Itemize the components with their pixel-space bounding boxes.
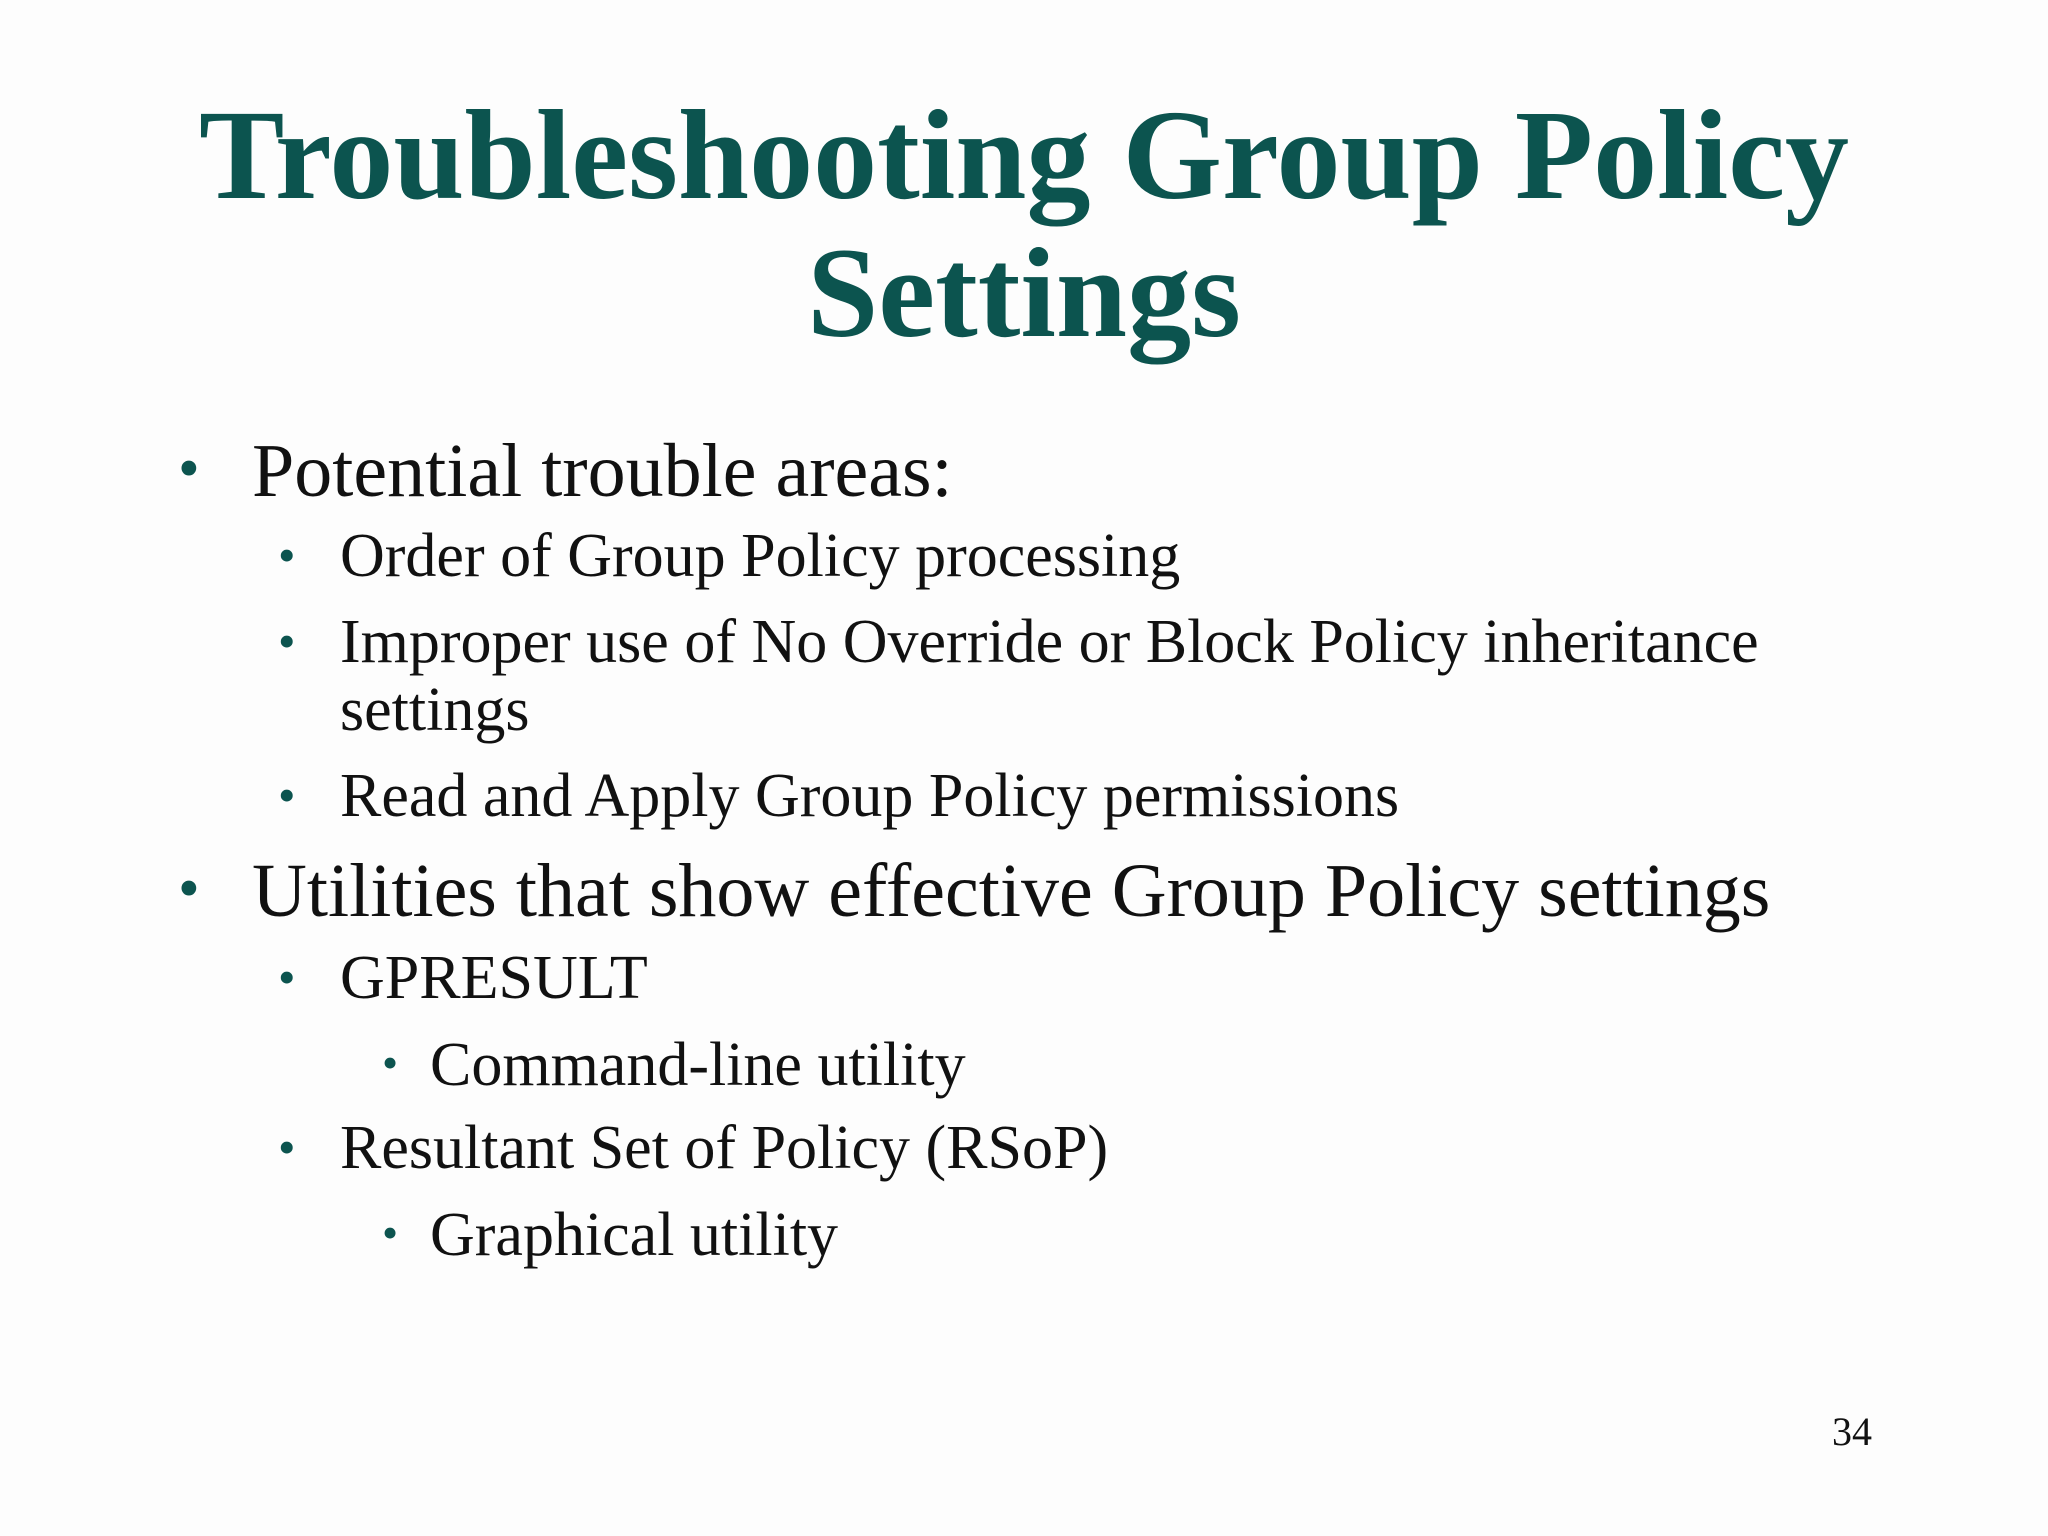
- page-number: 34: [1832, 1409, 1872, 1454]
- list-item-text: Command-line utility: [430, 1031, 966, 1099]
- bullet-icon: •: [382, 1037, 399, 1088]
- list-item-text: Potential trouble areas:: [252, 429, 953, 513]
- bullet-icon: •: [278, 949, 296, 1005]
- bullet-icon: •: [278, 527, 296, 583]
- list-item-text: Utilities that show effective Group Policy settings: [252, 849, 1771, 933]
- bullet-icon: •: [178, 855, 200, 923]
- list-item-text-line-2: settings: [340, 676, 530, 744]
- bullet-icon: •: [178, 435, 200, 503]
- list-item-text: Order of Group Policy processing: [340, 522, 1181, 590]
- bullet-icon: •: [278, 613, 296, 669]
- list-item-text: GPRESULT: [340, 944, 648, 1012]
- slide-title-line-1: Troubleshooting Group Policy: [198, 84, 1850, 226]
- list-item-text-line-1: Improper use of No Override or Block Policy inheritance: [340, 608, 1759, 676]
- bullet-icon: •: [278, 1119, 296, 1175]
- list-item-text: Read and Apply Group Policy permissions: [340, 762, 1400, 830]
- bullet-icon: •: [278, 767, 296, 823]
- list-item-text: Resultant Set of Policy (RSoP): [340, 1114, 1109, 1182]
- slide-title-line-2: Settings: [807, 222, 1241, 364]
- list-item-text: Graphical utility: [430, 1201, 839, 1269]
- bullet-icon: •: [382, 1207, 399, 1258]
